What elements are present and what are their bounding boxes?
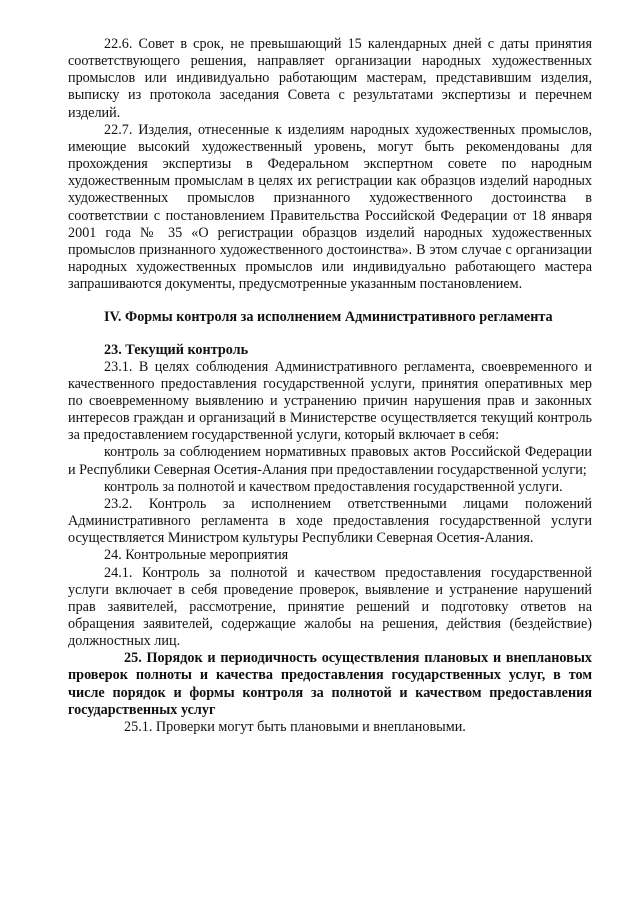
paragraph-25-1: 25.1. Проверки могут быть плановыми и внеплановыми. xyxy=(124,718,466,735)
paragraph-23-1: 23.1. В целях соблюдения Административного регламента, своевременного и качественного предоставления государственной услуги, принятия оперативных мер по своевременному выявлению и устранению причин нарушения прав и законных интересов граждан и организаций в Министерстве осуществляется текущий контроль за предоставлением государственной услуги, который включает в себя: xyxy=(68,358,592,444)
list-item-control-1: контроль за соблюдением нормативных правовых актов Российской Федерации и Республики Северная Осетия-Алания при предоставлении государственной услуги; xyxy=(68,444,592,478)
paragraph-22-7: 22.7. Изделия, отнесенные к изделиям народных художественных промыслов, имеющие высокий художественный уровень, могут быть рекомендованы для прохождения экспертизы в Федеральном экспертном совете по народным художественным промыслам в целях их регистрации как образцов изделий народных художественных промыслов признанного художественного достоинства в соответствии с постановлением Правительства Российской Федерации от 18 января 2001 года № 35 «О регистрации образцов изделий народных художественных промыслов признанного художественного достоинства». В этом случае с организации народных художественных промыслов или индивидуально работающего мастера запрашиваются документы, предусмотренные указанным постановлением. xyxy=(68,121,592,293)
paragraph-24-1: 24.1. Контроль за полнотой и качеством предоставления государственной услуги включает в себя проведение проверок, выявление и устранение нарушений прав заявителей, рассмотрение, принятие решений и подготовку ответов на обращения заявителей, содержащие жалобы на решения, действия (бездействие) должностных лиц. xyxy=(68,564,592,650)
paragraph-22-6: 22.6. Совет в срок, не превышающий 15 календарных дней с даты принятия соответствующего решения, направляет организации народных художественных промыслов или индивидуально работающим мастерам, представившим изделия, выписку из протокола заседания Совета с результатами экспертизы и перечнем изделий. xyxy=(68,36,592,121)
paragraph-23-2: 23.2. Контроль за исполнением ответственными лицами положений Административного регламента в ходе предоставления государственной услуги осуществляется Министром культуры Республики Северная Осетия-Алания. xyxy=(68,495,592,547)
section-iv-title: IV. Формы контроля за исполнением Административного регламента xyxy=(104,309,553,326)
section-24-heading: 24. Контрольные мероприятия xyxy=(104,547,289,564)
section-25-heading: 25. Порядок и периодичность осуществления плановых и внеплановых проверок полноты и качества предоставления государственных услуг, в том числе порядок и формы контроля за полнотой и качеством предоставления государственных услуг xyxy=(68,650,592,718)
list-item-control-2: контроль за полнотой и качеством предоставления государственной услуги. xyxy=(104,478,563,495)
section-23-heading: 23. Текущий контроль xyxy=(104,341,249,358)
document-page xyxy=(68,36,592,736)
